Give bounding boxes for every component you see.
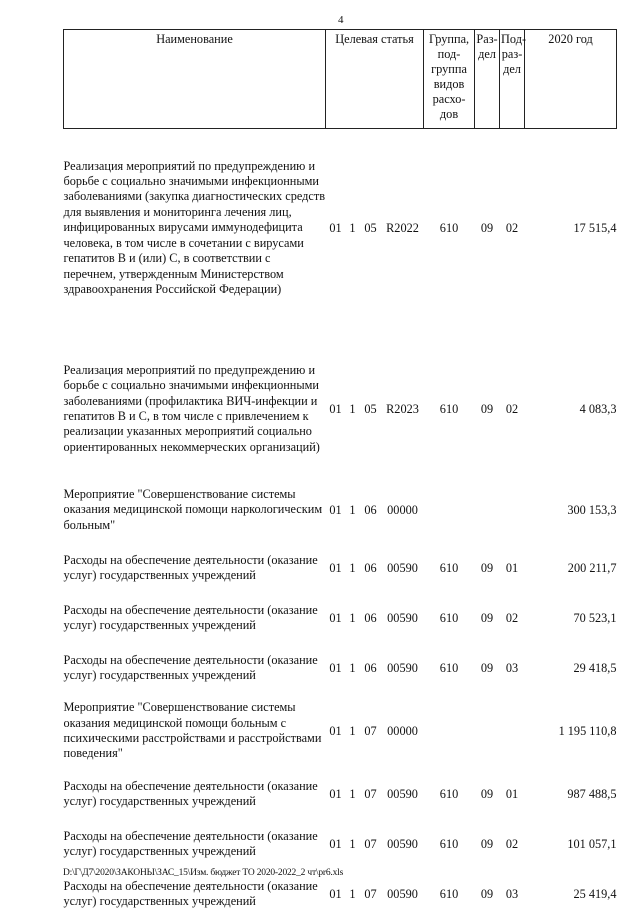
table-row — [64, 137, 617, 319]
header-group: Группа, под-группа видов расхо-дов — [424, 30, 475, 129]
table-row — [64, 593, 617, 643]
group-code: 610 — [439, 610, 459, 625]
table-row — [64, 643, 617, 693]
target-code-4: 00590 — [387, 786, 418, 801]
target-code-1: 01 — [329, 401, 342, 416]
target-code-2: 1 — [349, 502, 356, 517]
header-target: Целевая статья — [326, 30, 424, 129]
group-code: 610 — [439, 786, 459, 801]
subsection-code: 02 — [505, 220, 519, 235]
row-name: Расходы на обеспечение деятельности (оказание услуг) государственных учреждений — [63, 778, 318, 808]
target-code-4: 00590 — [387, 560, 418, 575]
table-header — [64, 30, 617, 129]
group-code — [424, 477, 475, 543]
target-code-4: R2022 — [386, 220, 419, 235]
row-name: Расходы на обеспечение деятельности (оказание услуг) государственных учреждений — [63, 602, 318, 632]
group-code: 610 — [439, 836, 459, 851]
target-code-3: 06 — [364, 610, 377, 625]
subsection-code: 02 — [505, 401, 519, 416]
file-path-footer: D:\Г\Д7\2020\ЗАКОНЫ\ЗАС_15\Изм. бюджет ТО 2020-2022_2 чт\pr6.xls — [63, 868, 344, 878]
header-subsection: Под-раз-дел — [500, 30, 525, 129]
group-code: 610 — [439, 886, 459, 901]
target-code-4: 00000 — [387, 502, 418, 517]
header-name: Наименование — [64, 30, 326, 129]
target-code-3: 07 — [364, 786, 377, 801]
row-name: Мероприятие "Совершенствование системы оказания медицинской помощи больным с психическими расстройствами и расстройствами поведения" — [63, 700, 322, 761]
budget-table — [63, 29, 617, 919]
section-code: 09 — [480, 886, 494, 901]
amount: 70 523,1 — [573, 610, 617, 625]
amount: 25 419,4 — [573, 886, 617, 901]
section-code — [475, 477, 500, 543]
target-code-1: 01 — [329, 886, 342, 901]
target-code-3: 06 — [364, 660, 377, 675]
target-code-2: 1 — [349, 610, 356, 625]
target-code-2: 1 — [349, 660, 356, 675]
row-name: Расходы на обеспечение деятельности (оказание услуг) государственных учреждений — [63, 878, 318, 908]
target-code-2: 1 — [349, 886, 356, 901]
amount: 987 488,5 — [567, 786, 617, 801]
section-code: 09 — [480, 786, 494, 801]
header-year: 2020 год — [525, 30, 617, 129]
row-name: Реализация мероприятий по предупреждению и борьбе с социально значимыми инфекционными заболеваниями (профилактика ВИЧ-инфекции и гепатитов В и С, в том числе с привлечением к реализации указанных мероприятий социально ориентированных некоммерческих организаций) — [63, 362, 320, 454]
target-code-2: 1 — [349, 723, 356, 738]
header-section: Раз-дел — [475, 30, 500, 129]
target-code-2: 1 — [349, 836, 356, 851]
target-code-4: 00590 — [387, 886, 418, 901]
subsection-code: 02 — [505, 610, 519, 625]
target-code-4: 00590 — [387, 660, 418, 675]
group-code: 610 — [439, 660, 459, 675]
target-code-2: 1 — [349, 401, 356, 416]
amount: 101 057,1 — [567, 836, 617, 851]
section-code: 09 — [480, 610, 494, 625]
table-row — [64, 819, 617, 869]
subsection-code — [500, 693, 525, 769]
table-row — [64, 477, 617, 543]
target-code-2: 1 — [349, 220, 356, 235]
target-code-1: 01 — [329, 610, 342, 625]
amount: 29 418,5 — [573, 660, 617, 675]
row-name: Расходы на обеспечение деятельности (оказание услуг) государственных учреждений — [63, 652, 318, 682]
target-code-3: 07 — [364, 886, 377, 901]
subsection-code: 02 — [505, 836, 519, 851]
section-code: 09 — [480, 836, 494, 851]
section-code — [475, 693, 500, 769]
amount: 4 083,3 — [579, 401, 617, 416]
target-code-3: 05 — [364, 220, 377, 235]
subsection-code: 03 — [505, 886, 519, 901]
target-code-3: 05 — [364, 401, 377, 416]
table-row — [64, 543, 617, 593]
target-code-1: 01 — [329, 502, 342, 517]
amount: 200 211,7 — [567, 560, 617, 575]
section-code: 09 — [480, 220, 494, 235]
amount: 17 515,4 — [573, 220, 617, 235]
group-code: 610 — [439, 220, 459, 235]
subsection-code — [500, 477, 525, 543]
target-code-4: 00590 — [387, 610, 418, 625]
row-name: Расходы на обеспечение деятельности (оказание услуг) государственных учреждений — [63, 828, 318, 858]
target-code-1: 01 — [329, 660, 342, 675]
group-code — [424, 693, 475, 769]
section-code: 09 — [480, 401, 494, 416]
subsection-code: 01 — [505, 786, 519, 801]
target-code-4: 00590 — [387, 836, 418, 851]
section-code: 09 — [480, 560, 494, 575]
subsection-code: 03 — [505, 660, 519, 675]
table-row — [64, 693, 617, 769]
row-name: Расходы на обеспечение деятельности (оказание услуг) государственных учреждений — [63, 552, 318, 582]
row-name: Мероприятие "Совершенствование системы оказания медицинской помощи наркологическим больным" — [63, 486, 323, 532]
target-code-1: 01 — [329, 836, 342, 851]
amount: 1 195 110,8 — [558, 723, 617, 738]
target-code-4: 00000 — [387, 723, 418, 738]
table-row — [64, 769, 617, 819]
row-name: Реализация мероприятий по предупреждению и борьбе с социально значимыми инфекционными заболеваниями (закупка диагностических средств для выявления и мониторинга лечения лиц, инфицированных вирусами иммунодефицита человека, в том числе в сочетании с вирусами гепатитов В и (или) С, в соответствии с перечнем, утвержденным Министерством здравоохранения Российской Федерации) — [63, 158, 326, 296]
group-code: 610 — [439, 560, 459, 575]
target-code-1: 01 — [329, 560, 342, 575]
target-code-1: 01 — [329, 723, 342, 738]
group-code: 610 — [439, 401, 459, 416]
target-code-4: R2023 — [386, 401, 419, 416]
section-code: 09 — [480, 660, 494, 675]
target-code-3: 06 — [364, 560, 377, 575]
amount: 300 153,3 — [567, 502, 617, 517]
page-number: 4 — [338, 14, 344, 26]
target-code-3: 07 — [364, 723, 377, 738]
subsection-code: 01 — [505, 560, 519, 575]
target-code-2: 1 — [349, 560, 356, 575]
target-code-1: 01 — [329, 220, 342, 235]
target-code-1: 01 — [329, 786, 342, 801]
table-row — [64, 341, 617, 477]
target-code-3: 06 — [364, 502, 377, 517]
target-code-3: 07 — [364, 836, 377, 851]
target-code-2: 1 — [349, 786, 356, 801]
